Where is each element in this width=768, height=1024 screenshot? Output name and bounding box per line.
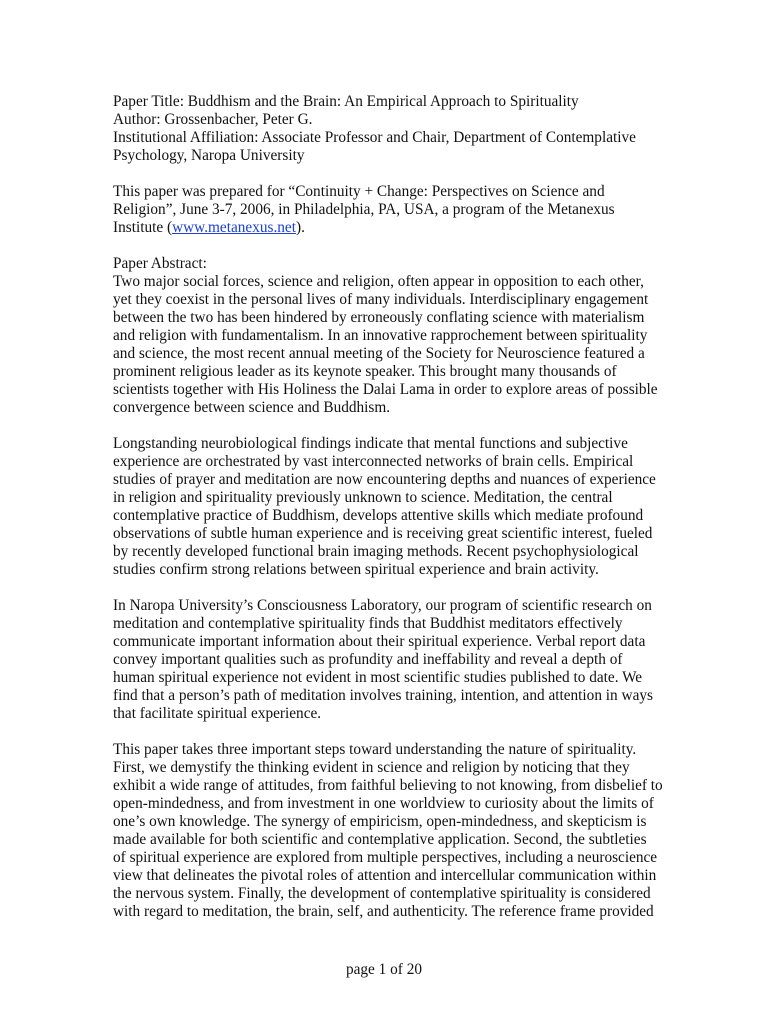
abstract-line: convergence between science and Buddhism. — [113, 399, 391, 416]
abstract-line: that facilitate spiritual experience. — [113, 705, 322, 722]
abstract-line: by recently developed functional brain imaging methods. Recent psychophysiological — [113, 543, 639, 560]
abstract-line: Longstanding neurobiological findings indicate that mental functions and subjective — [113, 435, 628, 452]
abstract-line: in religion and spirituality previously unknown to science. Meditation, the central — [113, 489, 613, 506]
abstract-line: open-mindedness, and from investment in one worldview to curiosity about the limits of — [113, 795, 654, 812]
abstract-line: with regard to meditation, the brain, self, and authenticity. The reference frame provided — [113, 903, 654, 920]
author-line: Author: Grossenbacher, Peter G. — [113, 111, 313, 128]
abstract-line: view that delineates the pivotal roles of attention and intercellular communication within — [113, 867, 657, 884]
abstract-line: and science, the most recent annual meeting of the Society for Neuroscience featured a — [113, 345, 645, 362]
abstract-line: convey important qualities such as profundity and ineffability and reveal a depth of — [113, 651, 623, 668]
abstract-paragraph-1 — [113, 255, 743, 417]
abstract-line: human spiritual experience not evident in most scientific studies published to date. We — [113, 669, 643, 686]
abstract-line: studies of prayer and meditation are now encountering depths and nuances of experience — [113, 471, 656, 488]
abstract-line: studies confirm strong relations between spiritual experience and brain activity. — [113, 561, 599, 578]
page-number: page 1 of 20 — [345, 961, 423, 978]
abstract-line: Two major social forces, science and religion, often appear in opposition to each other, — [113, 273, 644, 290]
abstract-line: observations of subtle human experience and is receiving great scientific interest, fueled — [113, 525, 653, 542]
preparation-note — [113, 183, 743, 237]
preparation-line-3-suffix: ). — [295, 219, 305, 236]
metanexus-link[interactable]: www.metanexus.net — [172, 219, 296, 236]
preparation-line-3-prefix: Institute ( — [113, 219, 173, 236]
abstract-line: experience are orchestrated by vast interconnected networks of brain cells. Empirical — [113, 453, 634, 470]
abstract-line: exhibit a wide range of attitudes, from faithful believing to not knowing, from disbelief to — [113, 777, 663, 794]
abstract-line: First, we demystify the thinking evident in science and religion by noticing that they — [113, 759, 630, 776]
abstract-paragraph-3 — [113, 597, 743, 723]
preparation-line-2: Religion”, June 3-7, 2006, in Philadelphia, PA, USA, a program of the Metanexus — [113, 201, 615, 218]
abstract-paragraph-4 — [113, 741, 743, 921]
abstract-paragraph-2 — [113, 435, 743, 579]
abstract-line: scientists together with His Holiness the Dalai Lama in order to explore areas of possible — [113, 381, 658, 398]
abstract-line: contemplative practice of Buddhism, develops attentive skills which mediate profound — [113, 507, 644, 524]
abstract-line: one’s own knowledge. The synergy of empiricism, open-mindedness, and skepticism is — [113, 813, 647, 830]
paper-header — [113, 93, 743, 165]
abstract-line: between the two has been hindered by erroneously conflating science with materialism — [113, 309, 645, 326]
affiliation-line-2: Psychology, Naropa University — [113, 147, 305, 164]
abstract-line: made available for both scientific and contemplative application. Second, the subtleties — [113, 831, 647, 848]
preparation-line-1: This paper was prepared for “Continuity + Change: Perspectives on Science and — [113, 183, 605, 200]
paper-title-line: Paper Title: Buddhism and the Brain: An Empirical Approach to Spirituality — [113, 93, 579, 110]
abstract-line: This paper takes three important steps toward understanding the nature of spirituality. — [113, 741, 637, 758]
document-body — [113, 93, 743, 939]
abstract-line: In Naropa University’s Consciousness Laboratory, our program of scientific research on — [113, 597, 652, 614]
abstract-line: prominent religious leader as its keynote speaker. This brought many thousands of — [113, 363, 617, 380]
abstract-line: of spiritual experience are explored from multiple perspectives, including a neuroscience — [113, 849, 658, 866]
preparation-line-3 — [113, 219, 743, 237]
abstract-line: communicate important information about their spiritual experience. Verbal report data — [113, 633, 646, 650]
abstract-line: find that a person’s path of meditation involves training, intention, and attention in ways — [113, 687, 653, 704]
abstract-heading: Paper Abstract: — [113, 255, 207, 272]
abstract-line: yet they coexist in the personal lives of many individuals. Interdisciplinary engagement — [113, 291, 649, 308]
abstract-line: meditation and contemplative spirituality finds that Buddhist meditators effectively — [113, 615, 623, 632]
affiliation-line-1: Institutional Affiliation: Associate Professor and Chair, Department of Contemplative — [113, 129, 636, 146]
abstract-line: and religion with fundamentalism. In an innovative rapprochement between spirituality — [113, 327, 648, 344]
abstract-line: the nervous system. Finally, the development of contemplative spirituality is considered — [113, 885, 651, 902]
